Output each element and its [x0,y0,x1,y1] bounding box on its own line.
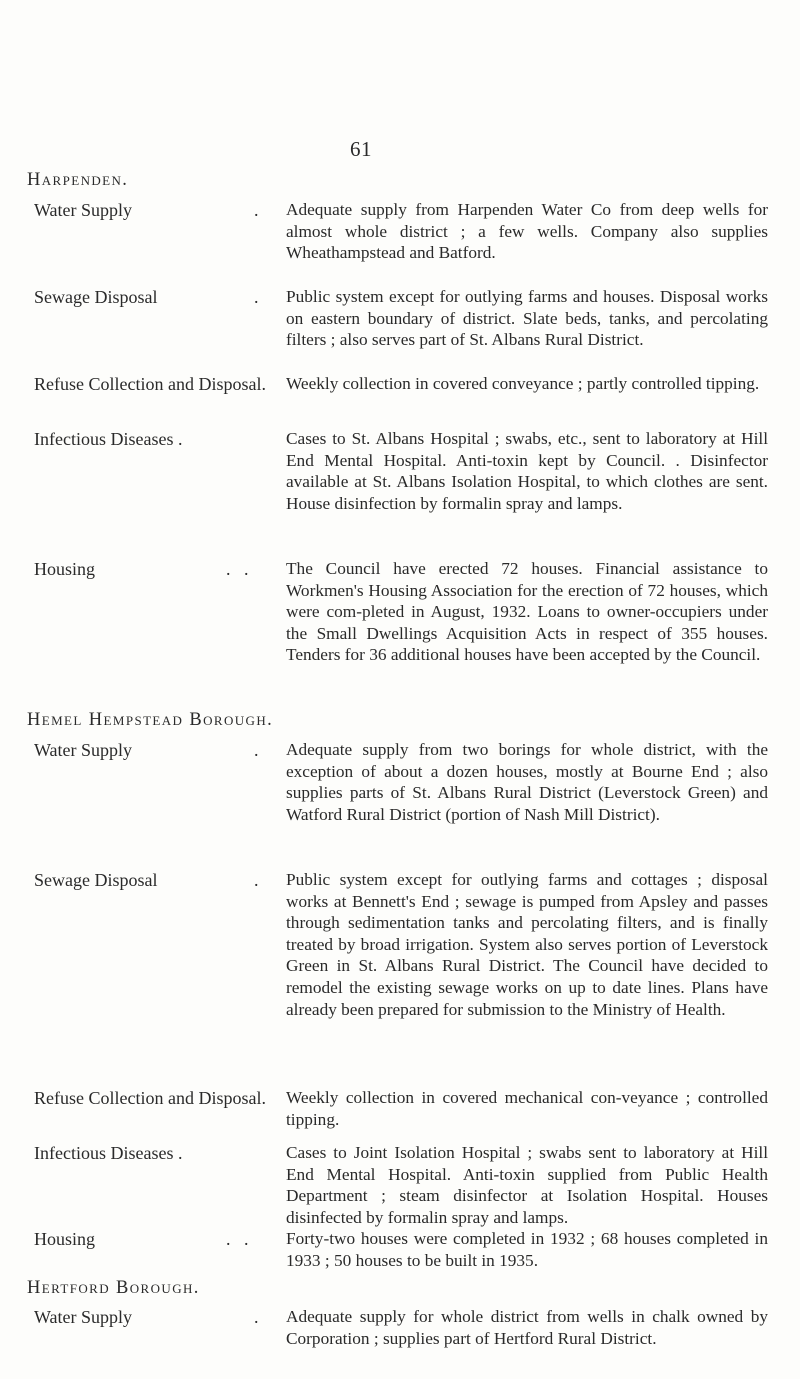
entry-description: Weekly collection in covered mechanical con-veyance ; controlled tipping. [286,1088,768,1129]
entry-description: Public system except for outlying farms and cottages ; disposal works at Bennett's End ; sewage is pumped from Apsley and passes through sedimentation tanks and percolating filters, and is finally treated by broad irrigation. System also serves portion of Leverstock Green in St. Albans Rural District. The Council have decided to remodel the existing sewage works on up to date lines. Plans have already been prepared for submission to the Ministry of Health. [286,870,768,1019]
entry-label: Water Supply [34,200,133,220]
entry-description: Adequate supply for whole district from wells in chalk owned by Corporation ; supplies part of Hertford Rural District. [286,1307,768,1348]
section-heading-harpenden: Harpenden. [27,170,129,190]
entry-label: Housing [34,559,96,579]
leader-dot: . [254,1307,259,1327]
entry-description: Adequate supply from Harpenden Water Co from deep wells for almost whole district ; a few wells. Company also supplies Wheathampstead and Batford. [286,200,768,263]
entry-description: Public system except for outlying farms and houses. Disposal works on eastern boundary of district. Slate beds, tanks, and percolating filters ; also serves part of St. Albans Rural District. [286,287,768,350]
leader-dot: . [254,200,259,220]
entry-label: Water Supply [34,740,133,760]
entry-description: Cases to Joint Isolation Hospital ; swabs sent to laboratory at Hill End Mental Hospital. Anti-toxin supplied from Public Health Department ; steam disinfector at Isolation Hospital. Houses disinfected by formalin spray and lamps. [286,1143,768,1227]
leader-dot: . [254,287,259,307]
page-number: 61 [350,137,372,161]
entry-description: Forty-two houses were completed in 1932 ; 68 houses completed in 1933 ; 50 houses to be built in 1935. [286,1229,768,1270]
entry-label: Infectious Diseases . [34,429,183,449]
leader-dots: . . [226,559,249,579]
entry-label: Refuse Collection and Disposal. [34,1088,266,1108]
entry-label: Refuse Collection and Disposal. [34,374,266,394]
entry-label: Sewage Disposal [34,870,158,890]
leader-dot: . [254,870,259,890]
entry-description: Cases to St. Albans Hospital ; swabs, etc., sent to laboratory at Hill End Mental Hospital. Anti-toxin kept by Council. . Disinfector available at St. Albans Isolation Hospital, to which clothes are sent. House disinfection by formalin spray and lamps. [286,429,768,513]
entry-label: Sewage Disposal [34,287,158,307]
leader-dot: . [254,740,259,760]
section-heading-hertford: Hertford Borough. [27,1278,200,1298]
entry-label: Housing [34,1229,96,1249]
section-heading-hemel-hempstead: Hemel Hempstead Borough. [27,710,274,730]
entry-label: Water Supply [34,1307,133,1327]
entry-description: Adequate supply from two borings for whole district, with the exception of about a dozen houses, mostly at Bourne End ; also supplies parts of St. Albans Rural District (Leverstock Green) and Watford Rural District (portion of Nash Mill District). [286,740,768,824]
leader-dots: . . [226,1229,249,1249]
entry-description: The Council have erected 72 houses. Financial assistance to Workmen's Housing Association for the erection of 72 houses, which were com-pleted in August, 1932. Loans to owner-occupiers under the Small Dwellings Acquisition Acts in respect of 355 houses. Tenders for 36 additional houses have been accepted by the Council. [286,559,768,665]
entry-description: Weekly collection in covered conveyance ; partly controlled tipping. [286,374,760,393]
entry-label: Infectious Diseases . [34,1143,183,1163]
